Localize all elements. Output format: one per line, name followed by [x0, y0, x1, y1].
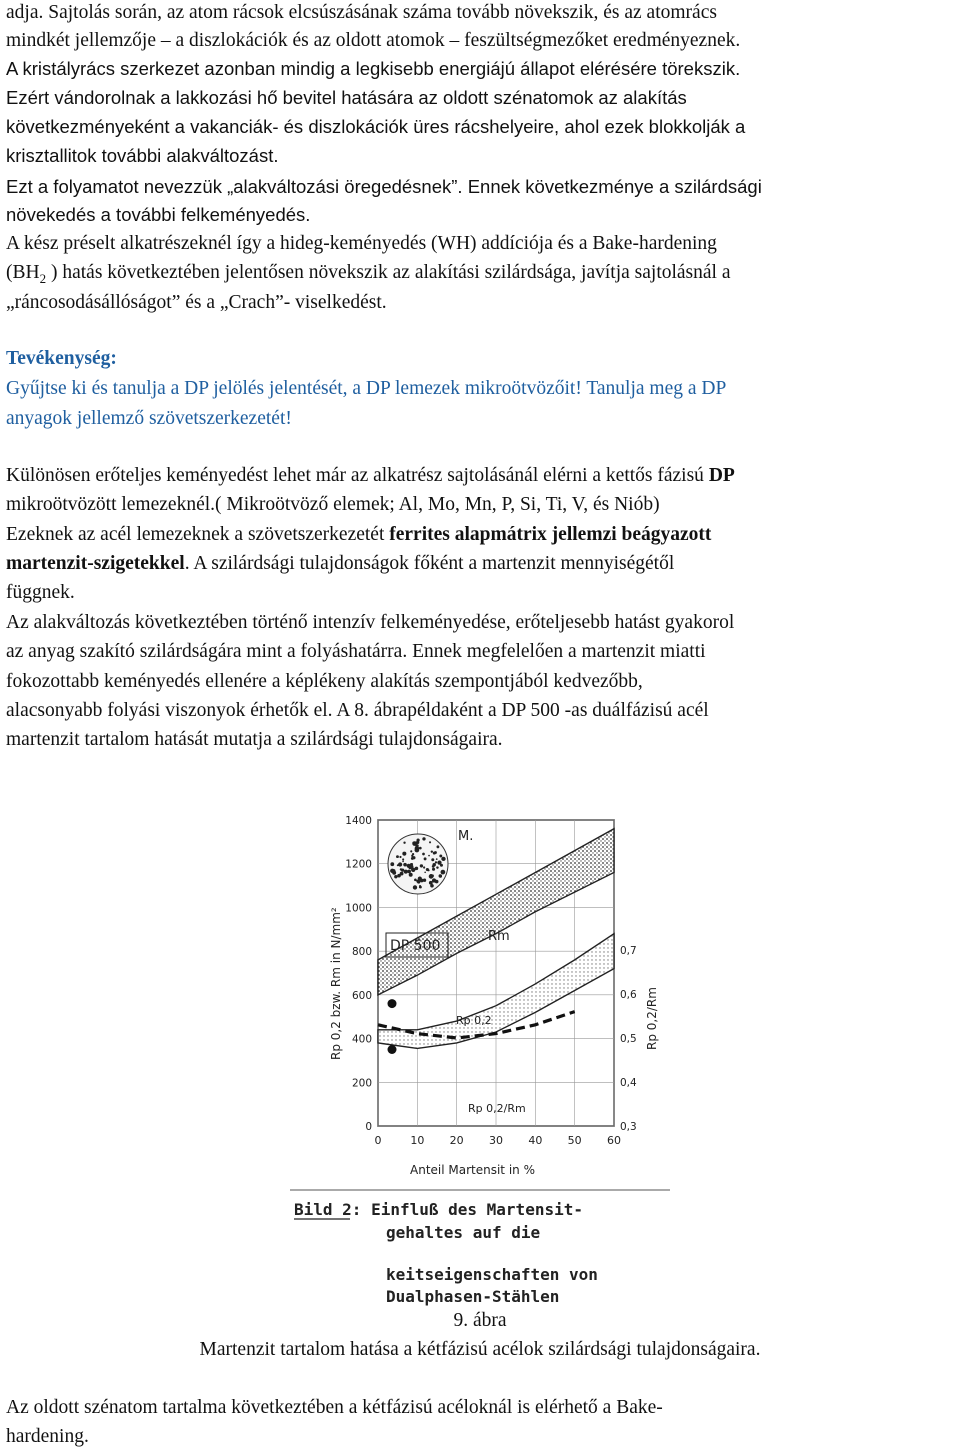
- label-rm: Rm: [488, 929, 510, 944]
- y-tick-label: 600: [351, 989, 372, 1002]
- bild-caption-line: keitseigenschaften von: [386, 1265, 598, 1284]
- micro-grain: [439, 854, 442, 857]
- activity-heading: Tevékenység:: [6, 348, 117, 369]
- paragraph-line: ($BH_2$ ) hatás következtében jelentősen növekszik az alakítási szilárdsága, javítja sajtolásnál a: [6, 262, 731, 286]
- paragraph-line: az anyag szakító szilárdságára mint a folyáshatárra. Ennek megfelelően a martenzit miatti: [6, 641, 706, 662]
- micro-grain: [434, 851, 437, 854]
- micro-grain: [410, 850, 412, 852]
- micro-grain: [390, 862, 394, 866]
- paragraph-line: martenzit-szigetekkel. A szilárdsági tulajdonságok főként a martenzit mennyiségétől: [6, 553, 675, 574]
- micro-grain: [413, 885, 417, 889]
- micro-grain: [412, 841, 417, 846]
- y-tick-label: 800: [351, 946, 372, 959]
- label-rp: Rp 0,2: [456, 1014, 492, 1027]
- micro-grain: [441, 857, 445, 861]
- x-tick-label: 10: [410, 1134, 425, 1147]
- paragraph-line: „ráncosodásállóságot” és a „Crach”- viselkedést.: [6, 292, 387, 313]
- micro-grain: [432, 878, 436, 882]
- paragraph-line: mindkét jellemzője – a diszlokációk és az oldott atomok – feszültségmezőket eredményeznek.: [6, 30, 741, 51]
- paragraph-line: Ezt a folyamatot nevezzük „alakváltozási öregedésnek”. Ennek következménye a szilárdsági: [6, 176, 762, 197]
- micro-grain: [419, 847, 422, 850]
- x-tick-label: 20: [449, 1134, 464, 1147]
- micro-grain: [428, 855, 430, 857]
- y-tick-label: 0: [365, 1121, 372, 1133]
- micro-grain: [431, 858, 434, 861]
- y-tick-label: 1200: [345, 858, 372, 871]
- micro-grain: [430, 884, 434, 888]
- micro-grain: [424, 871, 426, 873]
- y2-tick-label: 0,7: [620, 945, 637, 957]
- micro-grain: [403, 863, 407, 867]
- micro-grain: [435, 861, 437, 863]
- y-tick-label: 1400: [345, 815, 372, 827]
- micro-grain: [431, 850, 433, 852]
- micro-grain: [432, 868, 435, 871]
- paragraph-line: alacsonyabb folyási viszonyok érhetők el. A 8. ábrapéldaként a DP 500 -as duálfázisú acél: [6, 700, 709, 721]
- label-dp500: DP 500: [390, 938, 441, 954]
- micro-grain: [407, 870, 411, 874]
- x-tick-label: 50: [567, 1134, 582, 1147]
- y2-axis-label: Rp 0,2/Rm: [645, 987, 659, 1050]
- paragraph-line: mikroötvözött lemezeknél.( Mikroötvöző elemek; Al, Mo, Mn, P, Si, Ti, V, és Niób): [6, 494, 660, 515]
- micro-grain: [402, 852, 406, 856]
- micro-grain: [436, 858, 438, 860]
- micro-grain: [399, 856, 401, 858]
- micro-grain: [401, 868, 404, 871]
- micro-grain: [392, 871, 396, 875]
- paragraph-line: Különösen erőteljes keményedést lehet már az alkatrész sajtolásánál elérni a kettős fázisú DP: [6, 465, 735, 486]
- x-tick-label: 30: [489, 1134, 503, 1147]
- micro-grain: [396, 855, 399, 858]
- paragraph-line: krisztallitok további alakváltozást.: [6, 145, 279, 166]
- data-point: [388, 999, 397, 1008]
- micro-grain: [422, 853, 425, 856]
- bild-caption-line: gehaltes auf die: [386, 1223, 541, 1242]
- x-tick-label: 0: [374, 1134, 382, 1147]
- micro-grain: [436, 866, 438, 868]
- micro-grain: [411, 857, 414, 860]
- micro-grain: [400, 872, 404, 876]
- paragraph-line: Az oldott szénatom tartalma következtében a kétfázisú acéloknál is elérhető a Bake-: [6, 1397, 663, 1418]
- micro-grain: [416, 839, 419, 842]
- paragraph-line: fokozottabb keményedés ellenére a képlékeny alakítás szempontjából kedvezőbb,: [6, 671, 643, 692]
- x-axis-label: Anteil Martensit in %: [410, 1163, 535, 1177]
- chart-svg: [290, 790, 670, 1310]
- micro-grain: [441, 870, 446, 875]
- y2-tick-label: 0,3: [620, 1121, 637, 1133]
- y-tick-label: 400: [351, 1033, 372, 1046]
- paragraph-line: Ezért vándorolnak a lakkozási hő bevitel hatására az oldott szénatomok az alakítás: [6, 87, 687, 108]
- label-m: M.: [458, 829, 474, 844]
- bild-caption-line: Dualphasen-Stählen: [386, 1287, 560, 1306]
- y2-tick-label: 0,4: [620, 1077, 637, 1089]
- micro-grain: [402, 861, 404, 863]
- paragraph-line: A kész préselt alkatrészeknél így a hideg-keményedés (WH) addíciója és a Bake-hardening: [6, 233, 717, 254]
- label-ratio: Rp 0,2/Rm: [468, 1102, 526, 1115]
- micro-grain: [437, 845, 440, 848]
- paragraph-line: adja. Sajtolás során, az atom rácsok elcsúszásának száma tovább növekszik, és az atomrács: [6, 2, 717, 23]
- y-tick-label: 200: [351, 1077, 372, 1090]
- micro-grain: [429, 841, 431, 843]
- micro-grain: [394, 875, 397, 878]
- figure-chart: [290, 790, 670, 1310]
- micro-grain: [398, 862, 402, 866]
- paragraph-line: hardening.: [6, 1426, 89, 1447]
- x-tick-label: 40: [528, 1134, 543, 1147]
- data-point: [388, 1045, 397, 1054]
- figure-number: 9. ábra: [453, 1310, 507, 1331]
- micro-grain: [415, 867, 417, 869]
- paragraph-line: következményeként a vakanciák- és diszlokációk üres rácshelyeire, ahol ezek blokkolják a: [6, 116, 746, 137]
- micro-grain: [424, 857, 427, 860]
- y2-tick-label: 0,5: [620, 1033, 637, 1045]
- paragraph-line: növekedés a további felkeményedés.: [6, 204, 311, 225]
- micro-grain: [432, 863, 435, 866]
- micro-grain: [403, 842, 405, 844]
- micro-grain: [414, 879, 417, 882]
- micro-grain: [409, 864, 414, 869]
- paragraph-line: Ezeknek az acél lemezeknek a szövetszerkezetét ferrites alapmátrix jellemzi beágyazott: [6, 524, 712, 545]
- figure-caption: Martenzit tartalom hatása a kétfázisú acélok szilárdsági tulajdonságaira.: [199, 1339, 761, 1360]
- y-tick-label: 1000: [345, 902, 372, 915]
- micro-grain: [422, 837, 425, 840]
- y2-tick-label: 0,6: [620, 989, 637, 1001]
- micro-grain: [420, 864, 423, 867]
- micro-grain: [431, 874, 434, 877]
- activity-line: anyagok jellemző szövetszerkezetét!: [6, 408, 292, 429]
- paragraph-line: A kristályrács szerkezet azonban mindig a legkisebb energiájú állapot elérésére törekszik.: [6, 58, 741, 79]
- micro-grain: [420, 880, 422, 882]
- paragraph-line: Az alakváltozás következtében történő intenzív felkeményedése, erőteljesebb hatást gyakorol: [6, 612, 735, 633]
- micro-grain: [440, 875, 442, 877]
- micro-grain: [416, 880, 419, 883]
- paragraph-line: martenzit tartalom hatását mutatja a szilárdsági tulajdonságaira.: [6, 729, 503, 750]
- activity-line: Gyűjtse ki és tanulja a DP jelölés jelentését, a DP lemezek mikroötvözőit! Tanulja meg a DP: [6, 378, 727, 399]
- y-axis-label: Rp 0,2 bzw. Rm in N/mm²: [329, 907, 343, 1060]
- micro-grain: [419, 886, 422, 889]
- paragraph-line: függnek.: [6, 582, 75, 603]
- micro-grain: [412, 853, 414, 855]
- x-tick-label: 60: [607, 1134, 621, 1147]
- micro-grain: [423, 866, 425, 868]
- micro-grain: [439, 862, 441, 864]
- microstructure-inset: [388, 834, 448, 894]
- micro-grain: [409, 873, 413, 877]
- bild-caption-line: Bild 2: Einfluß des Martensit-: [294, 1200, 583, 1219]
- micro-grain: [402, 858, 404, 860]
- micro-grain: [428, 869, 430, 871]
- micro-grain: [404, 870, 408, 874]
